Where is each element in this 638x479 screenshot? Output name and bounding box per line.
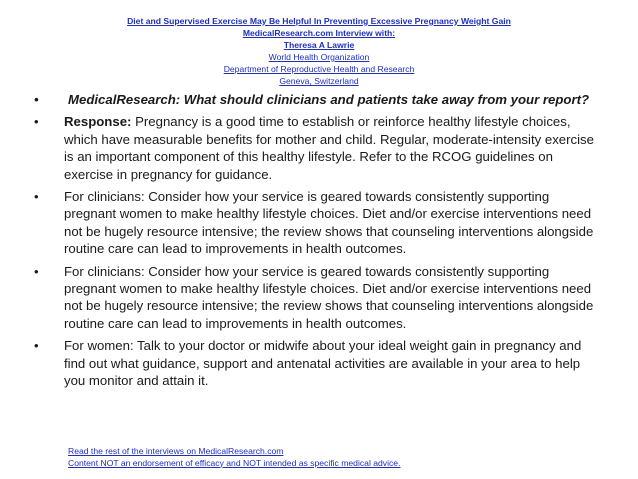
dept-link[interactable]: Department of Reproductive Health and Research: [223, 64, 415, 74]
location-link[interactable]: Geneva, Switzerland: [279, 76, 359, 86]
list-item-question: [34, 91, 604, 108]
bullet-marker: •: [34, 114, 39, 130]
list-item-response: [34, 113, 604, 183]
women-text: For women: Talk to your doctor or midwife about your ideal weight gain in pregnancy and find out what guidance, support and antenatal activities are available in your area to help you monitor and attain it.: [64, 338, 582, 389]
bullet-marker: •: [34, 338, 39, 354]
clinicians-text: For clinicians: Consider how your service is geared towards consistently supporting pregnant women to make healthy lifestyle choices. Diet and/or exercise interventions need not be hugely resource intensive; the review shows that counseling interventions alongside routine care can lead to improvements in health outcomes.: [64, 189, 594, 257]
bullet-marker: •: [34, 189, 39, 205]
org-link[interactable]: World Health Organization: [268, 52, 370, 62]
bullet-marker: •: [34, 92, 39, 107]
question-text: MedicalResearch: What should clinicians and patients take away from your report?: [68, 92, 590, 107]
author-link[interactable]: Theresa A Lawrie: [283, 40, 355, 50]
footer: [68, 446, 400, 469]
bullet-marker: •: [34, 263, 39, 279]
article-title-link[interactable]: Diet and Supervised Exercise May Be Helpful In Preventing Excessive Pregnancy Weight Gain: [127, 16, 511, 26]
disclaimer-link[interactable]: Content NOT an endorsement of efficacy and NOT intended as specific medical advice.: [68, 457, 401, 468]
list-item-clinicians: [34, 263, 604, 333]
list-item-clinicians: [34, 188, 604, 258]
list-item-women: [34, 337, 604, 389]
article-header: [0, 15, 638, 87]
response-lead: Response:: [64, 114, 132, 130]
response-text: Pregnancy is a good time to establish or reinforce healthy lifestyle choices, which have measurable benefits for mother and child. Regular, moderate-intensity exercise is an important component of this healthy lifestyle. Refer to the RCOG guidelines on exercise in pregnancy for guidance.: [64, 114, 594, 182]
bullet-list: [34, 91, 604, 395]
interviews-link[interactable]: Read the rest of the interviews on MedicalResearch.com: [68, 446, 284, 456]
clinicians-text: For clinicians: Consider how your service is geared towards consistently supporting pregnant women to make healthy lifestyle choices. Diet and/or exercise interventions need not be hugely resource intensive; the review shows that counseling interventions alongside routine care can lead to improvements in health outcomes.: [64, 263, 594, 331]
interview-link[interactable]: MedicalResearch.com Interview with:: [242, 28, 396, 38]
